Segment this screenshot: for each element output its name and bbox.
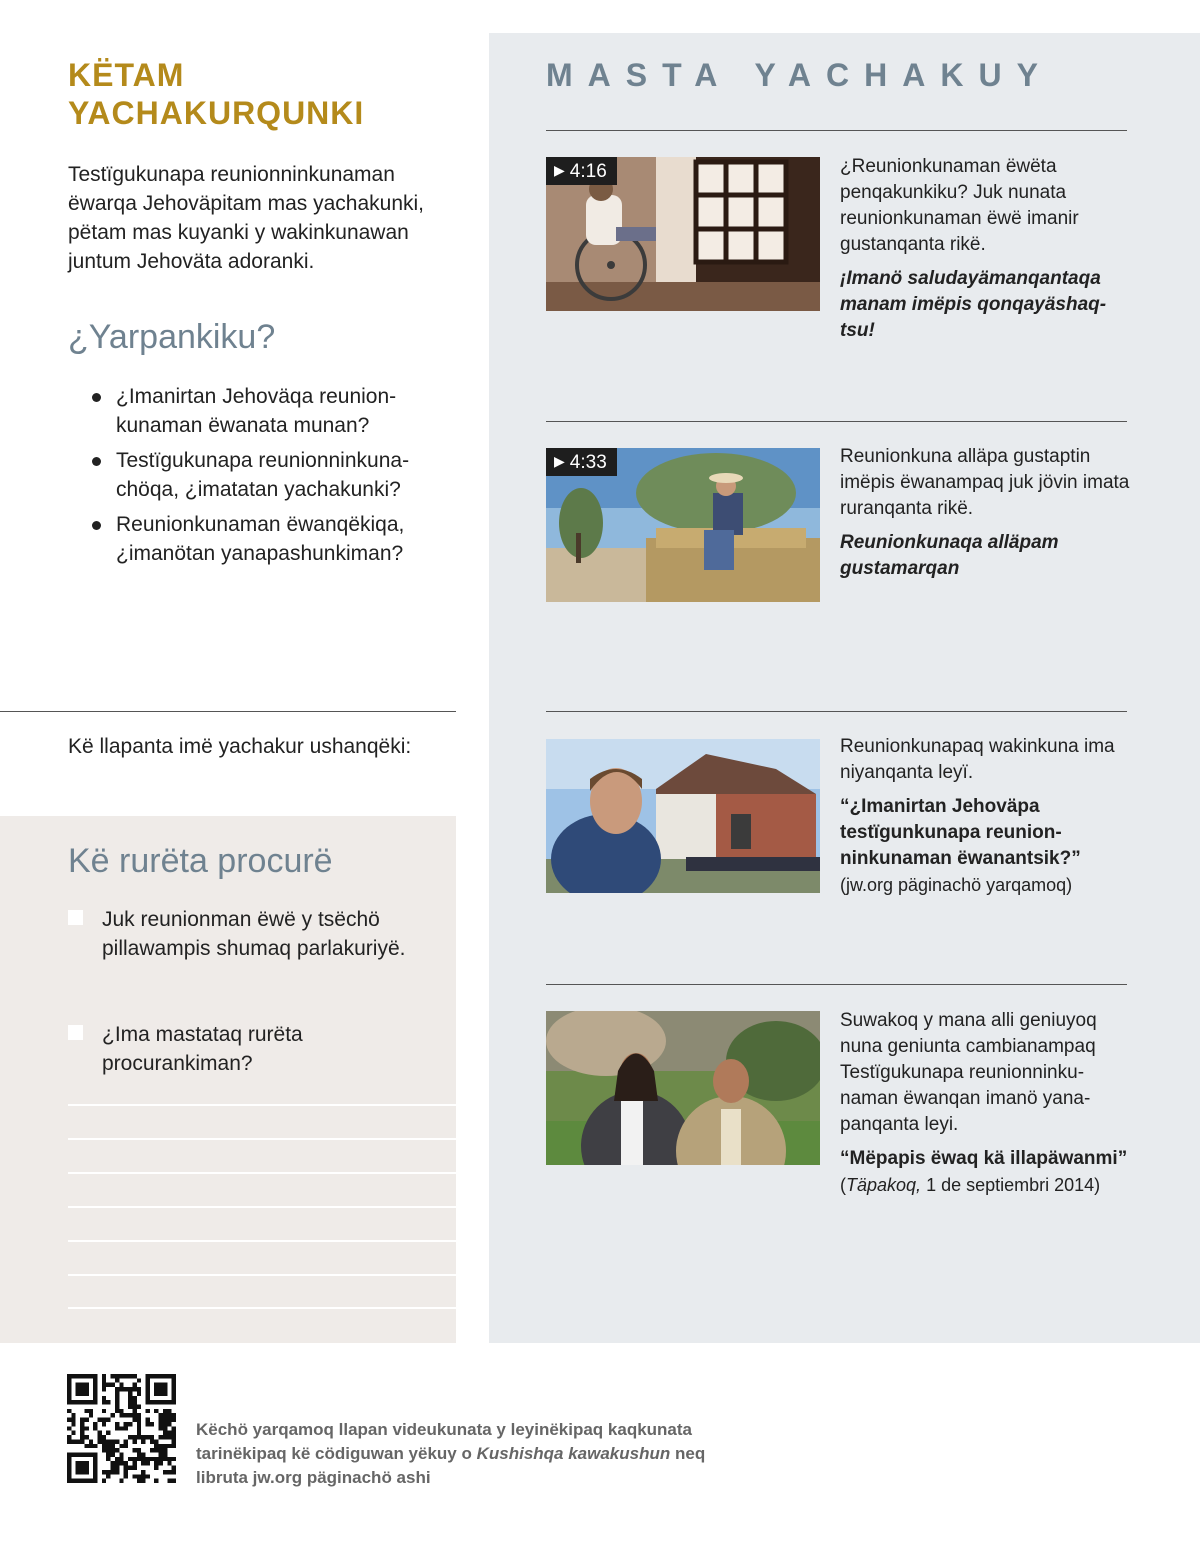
divider bbox=[546, 984, 1127, 985]
question-text: ¿Imanirtan Jehoväqa reunionkunaman ëwanata munan? bbox=[116, 385, 397, 437]
item-description bbox=[840, 444, 1130, 582]
item-lead: ¿Reunionkunaman ëwëta penqakunkiku? Juk nunata reunionkunaman ëwë imanir gustanqanta rikë. bbox=[840, 156, 1079, 255]
divider bbox=[546, 711, 1127, 712]
write-line[interactable] bbox=[68, 1172, 456, 1174]
write-line[interactable] bbox=[68, 1206, 456, 1208]
section-kicker: KËTAM YACHAKURQUNKI bbox=[68, 57, 365, 131]
bullet-icon bbox=[92, 521, 101, 530]
item-description bbox=[840, 734, 1130, 898]
article-thumbnail[interactable] bbox=[546, 1011, 820, 1165]
play-icon: ▶ bbox=[554, 453, 565, 469]
duration-badge: ▶ 4:33 bbox=[546, 448, 617, 476]
remember-label: Kë llapanta imë yachakur ushanqëki: bbox=[68, 735, 412, 758]
item-title[interactable]: “¿Imanirtan Jehoväpa testïgunkunapa reunionninkunaman ëwanantsik?” bbox=[840, 796, 1081, 869]
play-icon: ▶ bbox=[554, 162, 565, 178]
item-source: (jw.org päginachö yarqamoq) bbox=[840, 875, 1073, 895]
question-item bbox=[90, 382, 460, 440]
goal-item bbox=[68, 905, 438, 995]
bullet-icon bbox=[92, 457, 101, 466]
goal-item bbox=[68, 1020, 438, 1080]
bullet-icon bbox=[92, 393, 101, 402]
divider bbox=[546, 421, 1127, 422]
question-item bbox=[90, 510, 460, 568]
checkbox[interactable] bbox=[68, 910, 83, 925]
item-lead: Reunionkunapaq wakinkuna ima niyanqanta leyï. bbox=[840, 736, 1115, 783]
video-thumbnail[interactable] bbox=[546, 157, 820, 311]
photo-kingdom-hall-icon bbox=[546, 739, 820, 893]
checkbox[interactable] bbox=[68, 1025, 83, 1040]
questions-heading: ¿Yarpankiku? bbox=[68, 318, 276, 356]
question-text: Reunionkunaman ëwanqëkiqa, ¿imanötan yanapashunkiman? bbox=[116, 513, 405, 565]
intro-text: Testïgukunapa reunionninkunaman ëwarqa Jehoväpitam mas yachakunki, pëtam mas kuyanki y wakinkunawan juntum Jehoväta adoranki. bbox=[68, 163, 425, 273]
item-description bbox=[840, 1008, 1130, 1198]
photo-couple-smiling-icon bbox=[546, 1011, 820, 1165]
questions-list bbox=[90, 382, 460, 574]
footer-note: Këchö yarqamoq llapan videukunata y leyinëkipaq kaqkunata tarinëkipaq kë cödiguwan yëkuy o Kushishqa kawakushun neq libruta jw.org päginachö ashi bbox=[196, 1420, 706, 1487]
qr-code-icon[interactable] bbox=[67, 1374, 176, 1483]
more-heading: MASTA YACHAKUY bbox=[546, 57, 1053, 93]
article-thumbnail[interactable] bbox=[546, 739, 820, 893]
write-line[interactable] bbox=[68, 1104, 456, 1106]
question-item bbox=[90, 446, 460, 504]
goal-text: ¿Ima mastataq rurëta procurankiman? bbox=[102, 1023, 303, 1075]
write-line[interactable] bbox=[68, 1240, 456, 1242]
item-title[interactable]: ¡Imanö saludayämanqantaqa manam imëpis qonqayäshaqtsu! bbox=[840, 268, 1107, 341]
item-title[interactable]: Reunionkunaqa alläpam gustamarqan bbox=[840, 532, 1059, 579]
duration-badge: ▶ 4:16 bbox=[546, 157, 617, 185]
question-text: Testïgukunapa reunionninkunachöqa, ¿imatatan yachakunki? bbox=[116, 449, 410, 501]
divider bbox=[0, 711, 456, 712]
write-line[interactable] bbox=[68, 1138, 456, 1140]
item-lead: Reunionkuna alläpa gustaptin imëpis ëwanampaq juk jövin imata ruranqanta rikë. bbox=[840, 446, 1130, 519]
video-thumbnail[interactable] bbox=[546, 448, 820, 602]
goal-text: Juk reunionman ëwë y tsëchö pillawampis shumaq parlakuriyë. bbox=[102, 908, 406, 960]
write-line[interactable] bbox=[68, 1274, 456, 1276]
goal-heading: Kë rurëta procurë bbox=[68, 842, 333, 880]
item-description bbox=[840, 154, 1130, 344]
item-title[interactable]: “Mëpapis ëwaq kä illapäwanmi” bbox=[840, 1148, 1128, 1169]
write-line[interactable] bbox=[68, 1307, 456, 1309]
item-source: (Täpakoq, 1 de septiembri 2014) bbox=[840, 1175, 1101, 1195]
item-lead: Suwakoq y mana alli geniuyoq nuna geniunta cambianampaq Testïgukunapa reunionninkunaman ëwanqan imanö yanapanqanta leyi. bbox=[840, 1010, 1097, 1135]
divider bbox=[546, 130, 1127, 131]
